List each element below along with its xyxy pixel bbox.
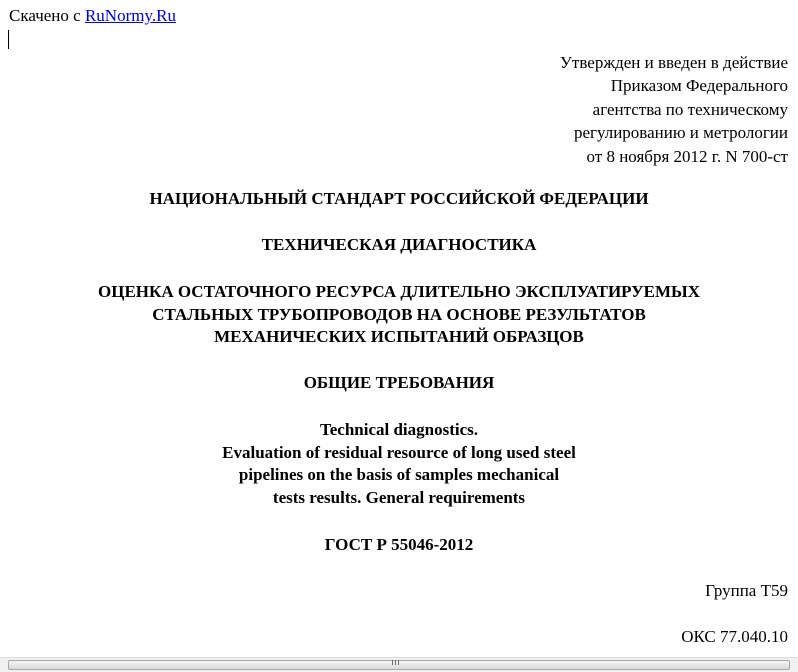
source-line xyxy=(9,5,176,27)
english-title-heading xyxy=(0,419,798,509)
english-title-line: tests results. General requirements xyxy=(272,487,526,507)
approval-line: регулированию и метрологии xyxy=(573,123,788,143)
technical-diagnostics-heading xyxy=(0,234,798,257)
title-line: ОЦЕНКА ОСТАТОЧНОГО РЕСУРСА ДЛИТЕЛЬНО ЭКСПЛУАТИРУЕМЫХ xyxy=(98,282,700,301)
scrollbar-grip-icon xyxy=(392,660,402,665)
national-standard-text: НАЦИОНАЛЬНЫЙ СТАНДАРТ РОССИЙСКОЙ ФЕДЕРАЦИИ xyxy=(149,189,649,208)
approval-line: Утвержден и введен в действие xyxy=(559,53,788,72)
gost-number-text: ГОСТ Р 55046-2012 xyxy=(324,535,474,554)
general-requirements-text: ОБЩИЕ ТРЕБОВАНИЯ xyxy=(303,373,495,392)
source-link[interactable]: RuNormy.Ru xyxy=(84,6,176,25)
horizontal-scrollbar[interactable] xyxy=(0,657,798,672)
approval-line: агентства по техническому xyxy=(592,99,788,119)
oks-code: ОКС 77.040.10 xyxy=(681,627,788,646)
source-prefix: Скачено с xyxy=(9,6,81,25)
approval-block xyxy=(560,51,788,168)
general-requirements-heading xyxy=(0,372,798,395)
title-line: СТАЛЬНЫХ ТРУБОПРОВОДОВ НА ОСНОВЕ РЕЗУЛЬТАТОВ xyxy=(152,304,646,324)
english-title-line: Technical diagnostics. xyxy=(319,420,479,439)
text-cursor xyxy=(8,30,9,49)
title-line: МЕХАНИЧЕСКИХ ИСПЫТАНИЙ ОБРАЗЦОВ xyxy=(214,327,584,346)
title-heading xyxy=(0,281,798,349)
approval-line: Приказом Федерального xyxy=(610,76,788,96)
group-code: Группа Т59 xyxy=(705,581,788,600)
english-title-line: pipelines on the basis of samples mechanical xyxy=(238,465,560,484)
national-standard-heading xyxy=(0,188,798,211)
approval-line: от 8 ноября 2012 г. N 700-ст xyxy=(586,146,788,166)
technical-diagnostics-text: ТЕХНИЧЕСКАЯ ДИАГНОСТИКА xyxy=(261,235,537,254)
gost-number-heading xyxy=(0,534,798,557)
english-title-line: Evaluation of residual resource of long used steel xyxy=(222,442,576,462)
